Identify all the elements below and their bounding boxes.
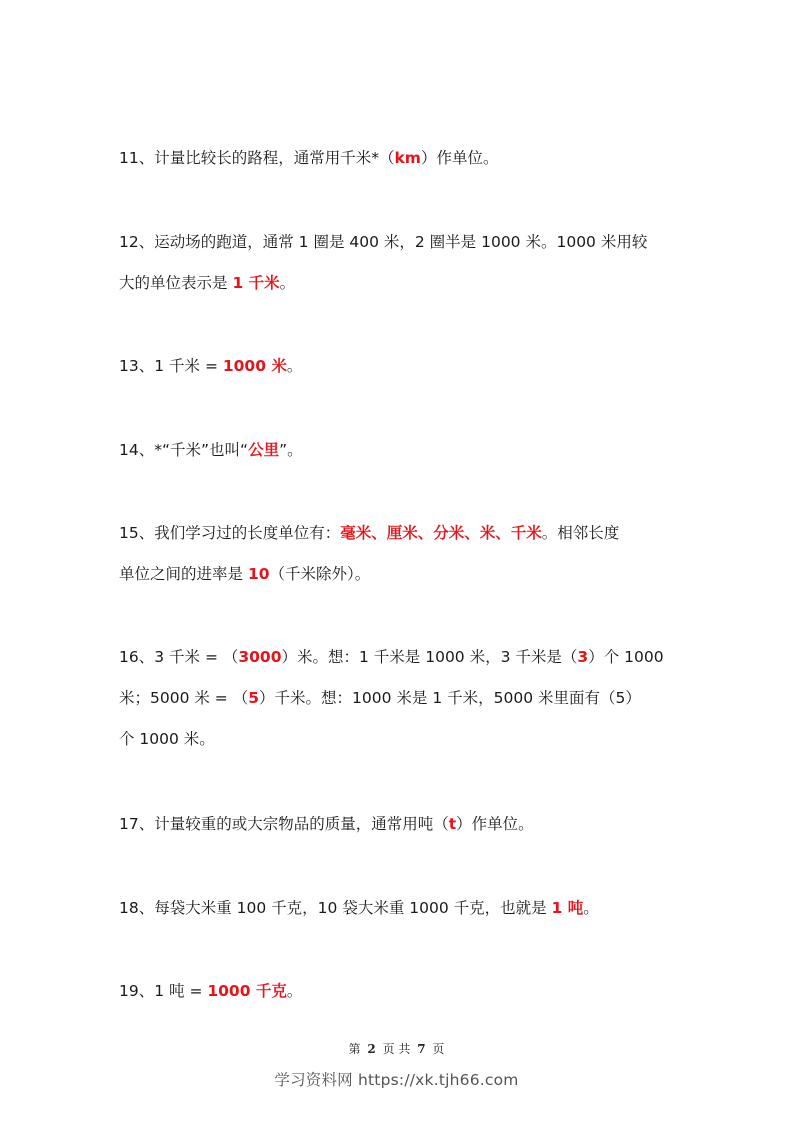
text-segment: （千米除外）。: [269, 565, 371, 583]
answer-highlight: km: [394, 149, 421, 167]
text-segment: 14、*“千米”也叫“: [119, 441, 249, 459]
list-item: [119, 971, 689, 1012]
text-line: [119, 971, 689, 1012]
text-line: [119, 554, 689, 595]
text-segment: 18、每袋大米重 100 千克，10 袋大米重 1000 千克，也就是: [119, 899, 552, 917]
text-segment: 19、1 吨 =: [119, 982, 208, 1000]
list-item: [119, 222, 689, 304]
text-line: [119, 513, 689, 554]
text-line: [119, 888, 689, 929]
answer-highlight: 10: [247, 565, 270, 583]
answer-highlight: t: [448, 815, 457, 833]
text-segment: 。: [286, 357, 303, 375]
answer-highlight: 3000: [238, 648, 282, 666]
list-item: [119, 138, 689, 179]
text-segment: ）米。想：1 千米是 1000 米，3 千米是（: [281, 648, 578, 666]
footer-prefix: 第: [348, 1042, 361, 1056]
list-item: [119, 888, 689, 929]
watermark-text: 学习资料网 https://xk.tjh66.com: [274, 1071, 519, 1089]
text-segment: 13、1 千米 =: [119, 357, 223, 375]
answer-highlight: 3: [577, 648, 589, 666]
footer-page-number: 2: [367, 1042, 376, 1056]
footer-suffix: 页: [432, 1042, 445, 1056]
text-segment: 。: [583, 899, 599, 917]
list-item: [119, 513, 689, 595]
answer-highlight: 5: [248, 689, 260, 707]
list-item: [119, 346, 689, 387]
text-segment: 17、计量较重的或大宗物品的质量，通常用吨（: [119, 815, 449, 833]
text-line: [119, 263, 689, 304]
text-segment: 个 1000 米。: [119, 730, 215, 748]
text-segment: ）作单位。: [456, 815, 534, 833]
text-segment: 。: [286, 982, 303, 1000]
text-segment: ）千米。想：1000 米是 1 千米，5000 米里面有（5）: [259, 689, 641, 707]
text-line: [119, 222, 689, 263]
list-item: [119, 637, 689, 760]
footer-total-pages: 7: [417, 1042, 426, 1056]
footer-middle: 页 共: [382, 1042, 411, 1056]
answer-highlight: 1000 米: [222, 357, 287, 375]
text-line: [119, 804, 689, 845]
list-item: [119, 430, 689, 471]
text-segment: 12、运动场的跑道，通常 1 圈是 400 米，2 圈半是 1000 米。1000 米用较: [119, 233, 648, 251]
text-line: [119, 430, 689, 471]
text-segment: 15、我们学习过的长度单位有：: [119, 524, 341, 542]
text-line: [119, 346, 689, 387]
text-line: [119, 637, 689, 678]
answer-highlight: 毫米、厘米、分米、米、千米: [340, 524, 542, 542]
text-segment: ”。: [279, 441, 303, 459]
list-item: [119, 804, 689, 845]
answer-highlight: 1 千米: [232, 274, 280, 292]
text-segment: 16、3 千米 = （: [119, 648, 239, 666]
answer-highlight: 1 吨: [551, 899, 584, 917]
text-segment: ）个 1000: [588, 648, 664, 666]
text-line: [119, 138, 689, 179]
answer-highlight: 1000 千克: [207, 982, 287, 1000]
text-segment: 。: [279, 274, 296, 292]
text-segment: 单位之间的进率是: [119, 565, 248, 583]
text-segment: ）作单位。: [420, 149, 499, 167]
text-segment: 。相邻长度: [541, 524, 620, 542]
answer-highlight: 公里: [248, 441, 280, 459]
text-segment: 米；5000 米 = （: [119, 689, 249, 707]
page-footer: [0, 1040, 793, 1057]
text-segment: 11、计量比较长的路程，通常用千米*（: [119, 149, 395, 167]
text-line: [119, 678, 689, 719]
text-line: [119, 719, 689, 760]
text-segment: 大的单位表示是: [119, 274, 233, 292]
